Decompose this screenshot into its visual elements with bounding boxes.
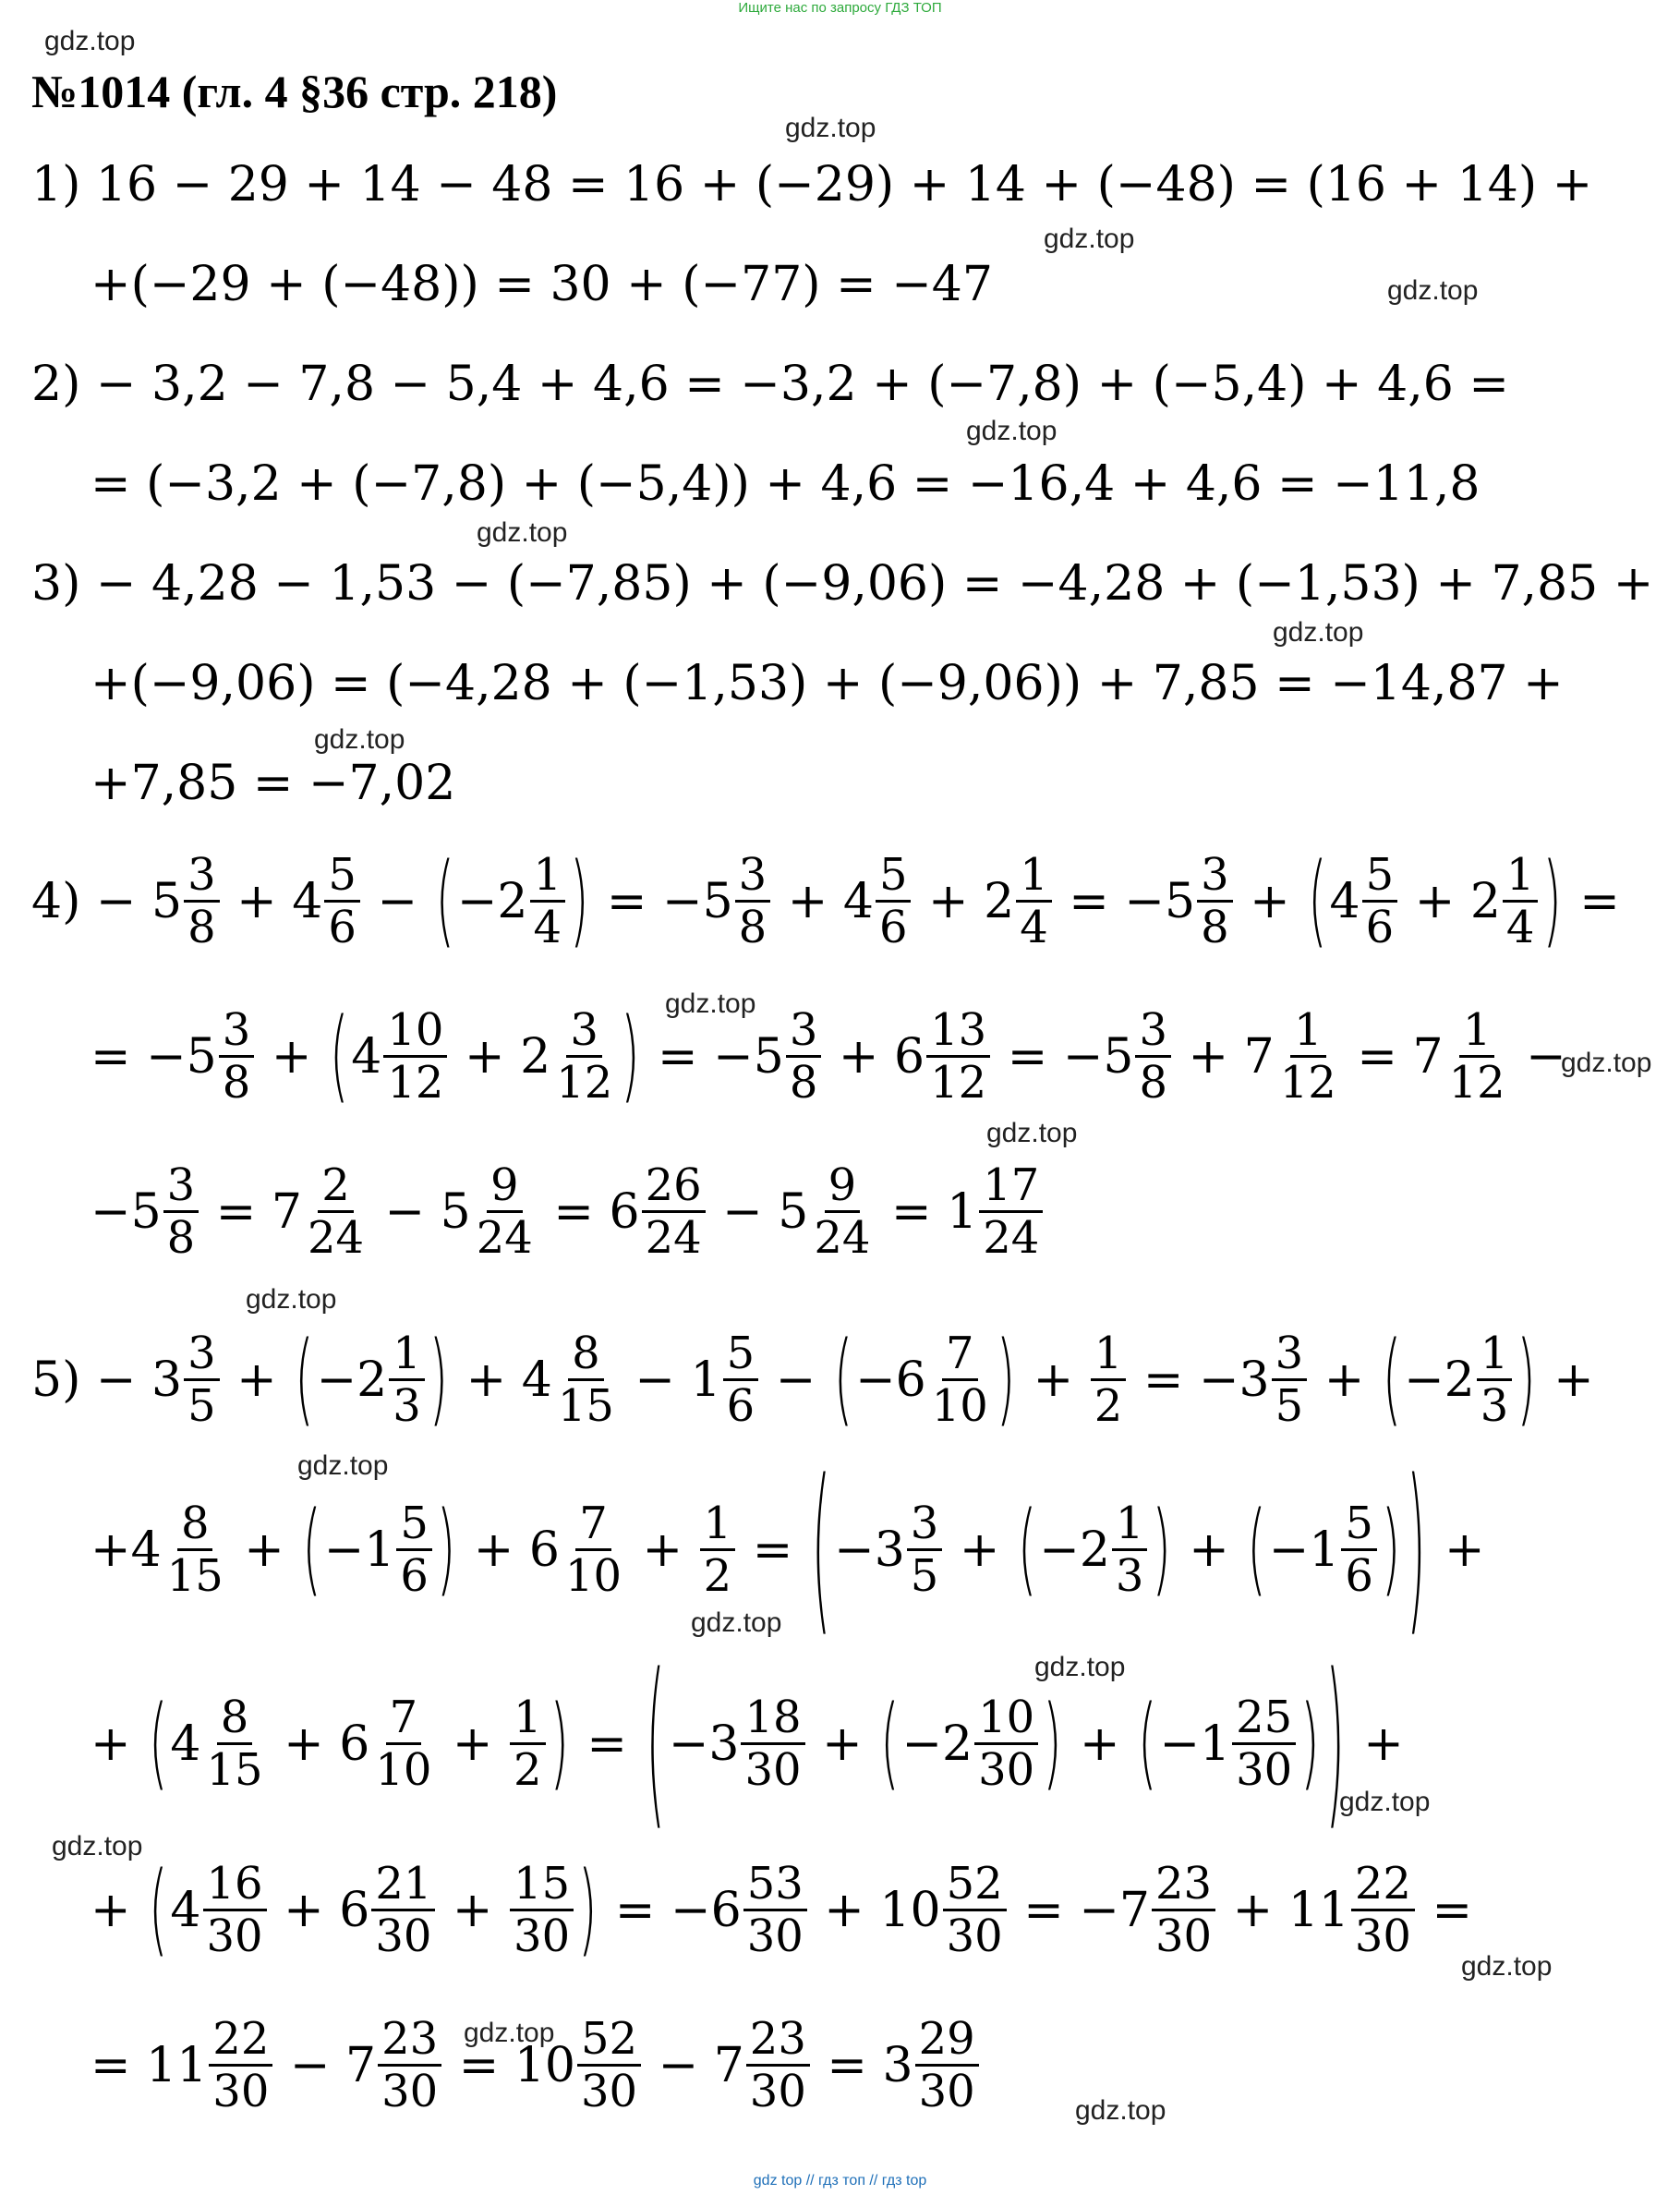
- watermark: gdz.top: [464, 2018, 555, 2048]
- problem-3-line-2: [91, 656, 1564, 711]
- fraction: $\frac{3}{8}$: [219, 1007, 255, 1107]
- mixed-number: 4 $\frac{8}{15}$: [131, 1500, 229, 1600]
- mixed-number: −5 $\frac{3}{8}$: [662, 852, 772, 952]
- watermark: gdz.top: [1461, 1951, 1553, 1982]
- mixed-number: −2 $\frac{1}{3}$: [1039, 1500, 1149, 1600]
- fraction: $\frac{29}{30}$: [915, 2016, 979, 2116]
- mixed-number: −6 $\frac{7}{10}$: [855, 1330, 994, 1430]
- mixed-number: −5 $\frac{3}{8}$: [91, 1162, 200, 1262]
- watermark: gdz.top: [1273, 617, 1364, 648]
- fraction: $\frac{1}{2}$: [510, 1694, 546, 1794]
- fraction: $\frac{53}{30}$: [743, 1861, 807, 1960]
- fraction: $\frac{21}{30}$: [371, 1861, 435, 1960]
- mixed-number: 7 $\frac{1}{12}$: [1244, 1007, 1342, 1107]
- mixed-number: 7 $\frac{1}{12}$: [1412, 1007, 1510, 1107]
- problem-5-line-3: + ( 4 $\frac{8}{15}$ + 6 $\frac{7}{10}$ + $\frac{1}{2}$ ) = ( −3 $\frac{18}{30}$ + ( −2 $\frac{10}{30}$ ) + ( −1 $\frac{25}{30}$ ) ) +: [91, 1638, 1404, 1849]
- fraction: $\frac{8}{15}$: [557, 1328, 614, 1433]
- mixed-number: −5 $\frac{3}{8}$: [1063, 1007, 1173, 1107]
- equation-text: 1) 16 − 29 + 14 − 48 = 16 + (−29) + 14 + (−48) = (16 + 14) +: [31, 157, 1593, 212]
- equation-text: 2) − 3,2 − 7,8 − 5,4 + 4,6 = −3,2 + (−7,8) + (−5,4) + 4,6 =: [31, 357, 1509, 412]
- fraction: $\frac{7}{10}$: [564, 1498, 622, 1603]
- fraction: $\frac{3}{5}$: [184, 1330, 220, 1430]
- fraction: $\frac{5}{6}$: [723, 1330, 759, 1430]
- fraction: $\frac{25}{30}$: [1232, 1694, 1296, 1794]
- fraction: $\frac{2}{24}$: [307, 1159, 365, 1265]
- fraction: $\frac{22}{30}$: [209, 2016, 272, 2116]
- fraction: $\frac{3}{5}$: [907, 1500, 943, 1600]
- watermark: gdz.top: [665, 988, 756, 1019]
- watermark: gdz.top: [986, 1118, 1078, 1148]
- mixed-number: 6 $\frac{26}{24}$: [609, 1162, 707, 1262]
- fraction: $\frac{13}{12}$: [926, 1007, 990, 1107]
- problem-3-line-3: [91, 756, 456, 811]
- mixed-number: −5 $\frac{3}{8}$: [1124, 852, 1234, 952]
- fraction: $\frac{3}{8}$: [1197, 852, 1233, 952]
- mixed-number: [508, 1858, 575, 1963]
- watermark: gdz.top: [1044, 224, 1135, 254]
- fraction: $\frac{15}{30}$: [510, 1861, 574, 1960]
- fraction: $\frac{16}{30}$: [203, 1861, 267, 1960]
- problem-2-line-2: [91, 456, 1481, 512]
- problem-2-line-1: [31, 357, 1509, 412]
- mixed-number: 7 $\frac{23}{30}$: [714, 2016, 812, 2116]
- mixed-number: −6 $\frac{53}{30}$: [671, 1861, 809, 1960]
- watermark: gdz.top: [1034, 1652, 1126, 1682]
- mixed-number: 1 $\frac{5}{6}$: [691, 1330, 761, 1430]
- fraction: $\frac{9}{24}$: [814, 1159, 871, 1265]
- mixed-number: 1 $\frac{17}{24}$: [947, 1162, 1045, 1262]
- mixed-number: 5 $\frac{9}{24}$: [778, 1162, 876, 1262]
- fraction: $\frac{23}{30}$: [746, 2016, 810, 2116]
- mixed-number: 5 $\frac{9}{24}$: [441, 1162, 538, 1262]
- mixed-number: 7 $\frac{23}{30}$: [345, 2016, 443, 2116]
- fraction: $\frac{17}{24}$: [979, 1162, 1043, 1262]
- fraction: $\frac{3}{12}$: [556, 1004, 613, 1110]
- watermark: gdz.top: [477, 517, 568, 548]
- mixed-number: 3 $\frac{29}{30}$: [883, 2016, 981, 2116]
- equation-text: = (−3,2 + (−7,8) + (−5,4)) + 4,6 = −16,4 + 4,6 = −11,8: [91, 456, 1481, 512]
- mixed-number: 6 $\frac{13}{12}$: [894, 1007, 992, 1107]
- mixed-number: 11 $\frac{22}{30}$: [1288, 1861, 1417, 1960]
- mixed-number: −2 $\frac{1}{3}$: [1404, 1330, 1514, 1430]
- mixed-number: −2 $\frac{10}{30}$: [901, 1694, 1040, 1794]
- fraction: $\frac{52}{30}$: [943, 1861, 1007, 1960]
- mixed-number: −1 $\frac{5}{6}$: [1269, 1500, 1379, 1600]
- mixed-number: 4 $\frac{5}{6}$: [843, 852, 913, 952]
- problem-5-line-4: + ( 4 $\frac{16}{30}$ + 6 $\frac{21}{30}$ + $\frac{15}{30}$ ) = −6 $\frac{53}{30}$ + 10 $\frac{52}{30}$ = −7 $\frac{23}{30}$ + 11 $\frac{22}{30}$ =: [91, 1851, 1473, 1969]
- equation-text: +(−29 + (−48)) = 30 + (−77) = −47: [91, 257, 993, 312]
- fraction: $\frac{1}{3}$: [1112, 1500, 1148, 1600]
- mixed-number: 6 $\frac{7}{10}$: [339, 1694, 437, 1794]
- fraction: $\frac{23}{30}$: [378, 2016, 441, 2116]
- mixed-number: 2 $\frac{3}{12}$: [520, 1007, 618, 1107]
- mixed-number: 6 $\frac{7}{10}$: [529, 1500, 627, 1600]
- fraction: $\frac{3}{8}$: [163, 1162, 199, 1262]
- mixed-number: [698, 1498, 738, 1603]
- watermark: gdz.top: [44, 26, 136, 56]
- mixed-number: 5 $\frac{3}{8}$: [151, 852, 222, 952]
- mixed-number: −5 $\frac{3}{8}$: [146, 1007, 256, 1107]
- fraction: $\frac{10}{30}$: [974, 1694, 1038, 1794]
- mixed-number: −1 $\frac{5}{6}$: [324, 1500, 434, 1600]
- watermark: gdz.top: [246, 1284, 337, 1315]
- mixed-number: 6 $\frac{21}{30}$: [339, 1861, 437, 1960]
- mixed-number: −2 $\frac{1}{4}$: [457, 852, 567, 952]
- equation-text: +7,85 = −7,02: [91, 756, 456, 811]
- fraction: $\frac{1}{3}$: [1477, 1330, 1513, 1430]
- problem-5-line-2: + 4 $\frac{8}{15}$ + ( −1 $\frac{5}{6}$ ) + 6 $\frac{7}{10}$ + $\frac{1}{2}$ = ( −3 $\frac{3}{5}$ + ( −2 $\frac{1}{3}$ ) + ( −1 $\frac{5}{6}$ ) ) +: [91, 1444, 1485, 1655]
- watermark: gdz.top: [314, 724, 405, 755]
- mixed-number: −1 $\frac{25}{30}$: [1159, 1694, 1298, 1794]
- fraction: $\frac{1}{4}$: [530, 852, 566, 952]
- top-banner: Ищите нас по запросу ГДЗ ТОП: [738, 0, 942, 16]
- watermark: gdz.top: [1339, 1787, 1431, 1817]
- fraction: $\frac{1}{12}$: [1279, 1004, 1336, 1110]
- mixed-number: 3 $\frac{3}{5}$: [151, 1330, 222, 1430]
- watermark: gdz.top: [966, 416, 1058, 446]
- fraction: $\frac{7}{10}$: [375, 1692, 432, 1797]
- mixed-number: 4 $\frac{10}{12}$: [351, 1007, 449, 1107]
- footer-watermark: gdz top // гдз топ // гдз top: [753, 2173, 927, 2189]
- fraction: $\frac{3}{8}$: [1135, 1007, 1171, 1107]
- fraction: $\frac{5}{6}$: [324, 852, 360, 952]
- fraction: $\frac{8}{15}$: [206, 1692, 263, 1797]
- fraction: $\frac{5}{6}$: [1341, 1500, 1377, 1600]
- fraction: $\frac{23}{30}$: [1152, 1861, 1215, 1960]
- problem-5-line-5: = 11 $\frac{22}{30}$ − 7 $\frac{23}{30}$ = 10 $\frac{52}{30}$ − 7 $\frac{23}{30}$ = 3 $\frac{29}{30}$: [91, 2016, 981, 2116]
- fraction: $\frac{1}{3}$: [389, 1330, 425, 1430]
- fraction: $\frac{5}{6}$: [396, 1500, 432, 1600]
- equation-text: +(−9,06) = (−4,28 + (−1,53) + (−9,06)) + 7,85 = −14,87 +: [91, 656, 1564, 711]
- fraction: $\frac{3}{8}$: [184, 852, 220, 952]
- fraction: $\frac{22}{30}$: [1351, 1861, 1415, 1960]
- fraction: $\frac{1}{12}$: [1448, 1004, 1505, 1110]
- mixed-number: −7 $\frac{23}{30}$: [1079, 1861, 1217, 1960]
- mixed-number: 4 $\frac{8}{15}$: [170, 1694, 268, 1794]
- problem-4-line-1: 4) − 5 $\frac{3}{8}$ + 4 $\frac{5}{6}$ − ( −2 $\frac{1}{4}$ ) = −5 $\frac{3}{8}$ + 4 $\frac{5}{6}$ + 2 $\frac{1}{4}$ = −5 $\frac{3}{8}$ + ( 4 $\frac{5}{6}$ + 2 $\frac{1}{4}$ ) =: [31, 843, 1620, 960]
- fraction: $\frac{3}{8}$: [786, 1007, 822, 1107]
- fraction: $\frac{5}{6}$: [1362, 852, 1398, 952]
- mixed-number: −3 $\frac{3}{5}$: [1199, 1330, 1309, 1430]
- mixed-number: −3 $\frac{3}{5}$: [834, 1500, 944, 1600]
- watermark: gdz.top: [1561, 1048, 1652, 1078]
- problem-3-line-1: [31, 556, 1654, 612]
- fraction: $\frac{26}{24}$: [642, 1162, 706, 1262]
- fraction: $\frac{8}{15}$: [166, 1498, 224, 1603]
- mixed-number: −2 $\frac{1}{3}$: [317, 1330, 427, 1430]
- problem-1-line-1: [31, 157, 1593, 212]
- page-title: №1014 (гл. 4 §36 стр. 218): [31, 66, 558, 117]
- problem-1-line-2: [91, 257, 993, 312]
- fraction: $\frac{1}{2}$: [700, 1500, 736, 1600]
- watermark: gdz.top: [1387, 275, 1479, 306]
- watermark: gdz.top: [691, 1607, 782, 1638]
- mixed-number: 10 $\frac{52}{30}$: [879, 1861, 1008, 1960]
- fraction: $\frac{18}{30}$: [741, 1694, 804, 1794]
- mixed-number: [508, 1692, 548, 1797]
- mixed-number: 2 $\frac{1}{4}$: [984, 852, 1054, 952]
- fraction: $\frac{1}{4}$: [1016, 852, 1052, 952]
- fraction: $\frac{1}{4}$: [1503, 852, 1539, 952]
- fraction: $\frac{3}{5}$: [1272, 1330, 1308, 1430]
- fraction: $\frac{1}{2}$: [1091, 1330, 1127, 1430]
- fraction: $\frac{52}{30}$: [577, 2016, 641, 2116]
- equation-text: 4) −: [31, 873, 151, 929]
- mixed-number: 2 $\frac{1}{4}$: [1470, 852, 1541, 952]
- mixed-number: −5 $\frac{3}{8}$: [713, 1007, 823, 1107]
- problem-5-line-1: 5) − 3 $\frac{3}{5}$ + ( −2 $\frac{1}{3}$ ) + 4 $\frac{8}{15}$ − 1 $\frac{5}{6}$ − ( −6 $\frac{7}{10}$ ) + $\frac{1}{2}$ = −3 $\frac{3}{5}$ + ( −2 $\frac{1}{3}$ ) +: [31, 1321, 1594, 1438]
- mixed-number: 4 $\frac{5}{6}$: [1330, 852, 1400, 952]
- problem-4-line-2: = −5 $\frac{3}{8}$ + ( 4 $\frac{10}{12}$ + 2 $\frac{3}{12}$ ) = −5 $\frac{3}{8}$ + 6 $\frac{13}{12}$ = −5 $\frac{3}{8}$ + 7 $\frac{1}{12}$ = 7 $\frac{1}{12}$ −: [91, 998, 1566, 1115]
- fraction: $\frac{7}{10}$: [931, 1328, 988, 1433]
- equation-text: 3) − 4,28 − 1,53 − (−7,85) + (−9,06) = −4,28 + (−1,53) + 7,85 +: [31, 556, 1654, 612]
- mixed-number: [1089, 1328, 1129, 1433]
- watermark: gdz.top: [297, 1450, 389, 1481]
- fraction: $\frac{5}{6}$: [876, 852, 912, 952]
- fraction: $\frac{3}{8}$: [735, 852, 771, 952]
- mixed-number: 10 $\frac{52}{30}$: [514, 2016, 643, 2116]
- problem-4-line-3: −5 $\frac{3}{8}$ = 7 $\frac{2}{24}$ − 5 $\frac{9}{24}$ = 6 $\frac{26}{24}$ − 5 $\frac{9}{24}$ = 1 $\frac{17}{24}$: [91, 1162, 1045, 1262]
- mixed-number: 4 $\frac{16}{30}$: [170, 1861, 268, 1960]
- watermark: gdz.top: [785, 113, 876, 143]
- fraction: $\frac{10}{12}$: [383, 1007, 447, 1107]
- mixed-number: 7 $\frac{2}{24}$: [272, 1162, 369, 1262]
- mixed-number: 4 $\frac{5}{6}$: [292, 852, 362, 952]
- mixed-number: 4 $\frac{8}{15}$: [522, 1330, 620, 1430]
- watermark: gdz.top: [52, 1831, 143, 1862]
- mixed-number: −3 $\frac{18}{30}$: [669, 1694, 807, 1794]
- watermark: gdz.top: [1075, 2095, 1166, 2126]
- mixed-number: 11 $\frac{22}{30}$: [146, 2016, 274, 2116]
- fraction: $\frac{9}{24}$: [476, 1159, 533, 1265]
